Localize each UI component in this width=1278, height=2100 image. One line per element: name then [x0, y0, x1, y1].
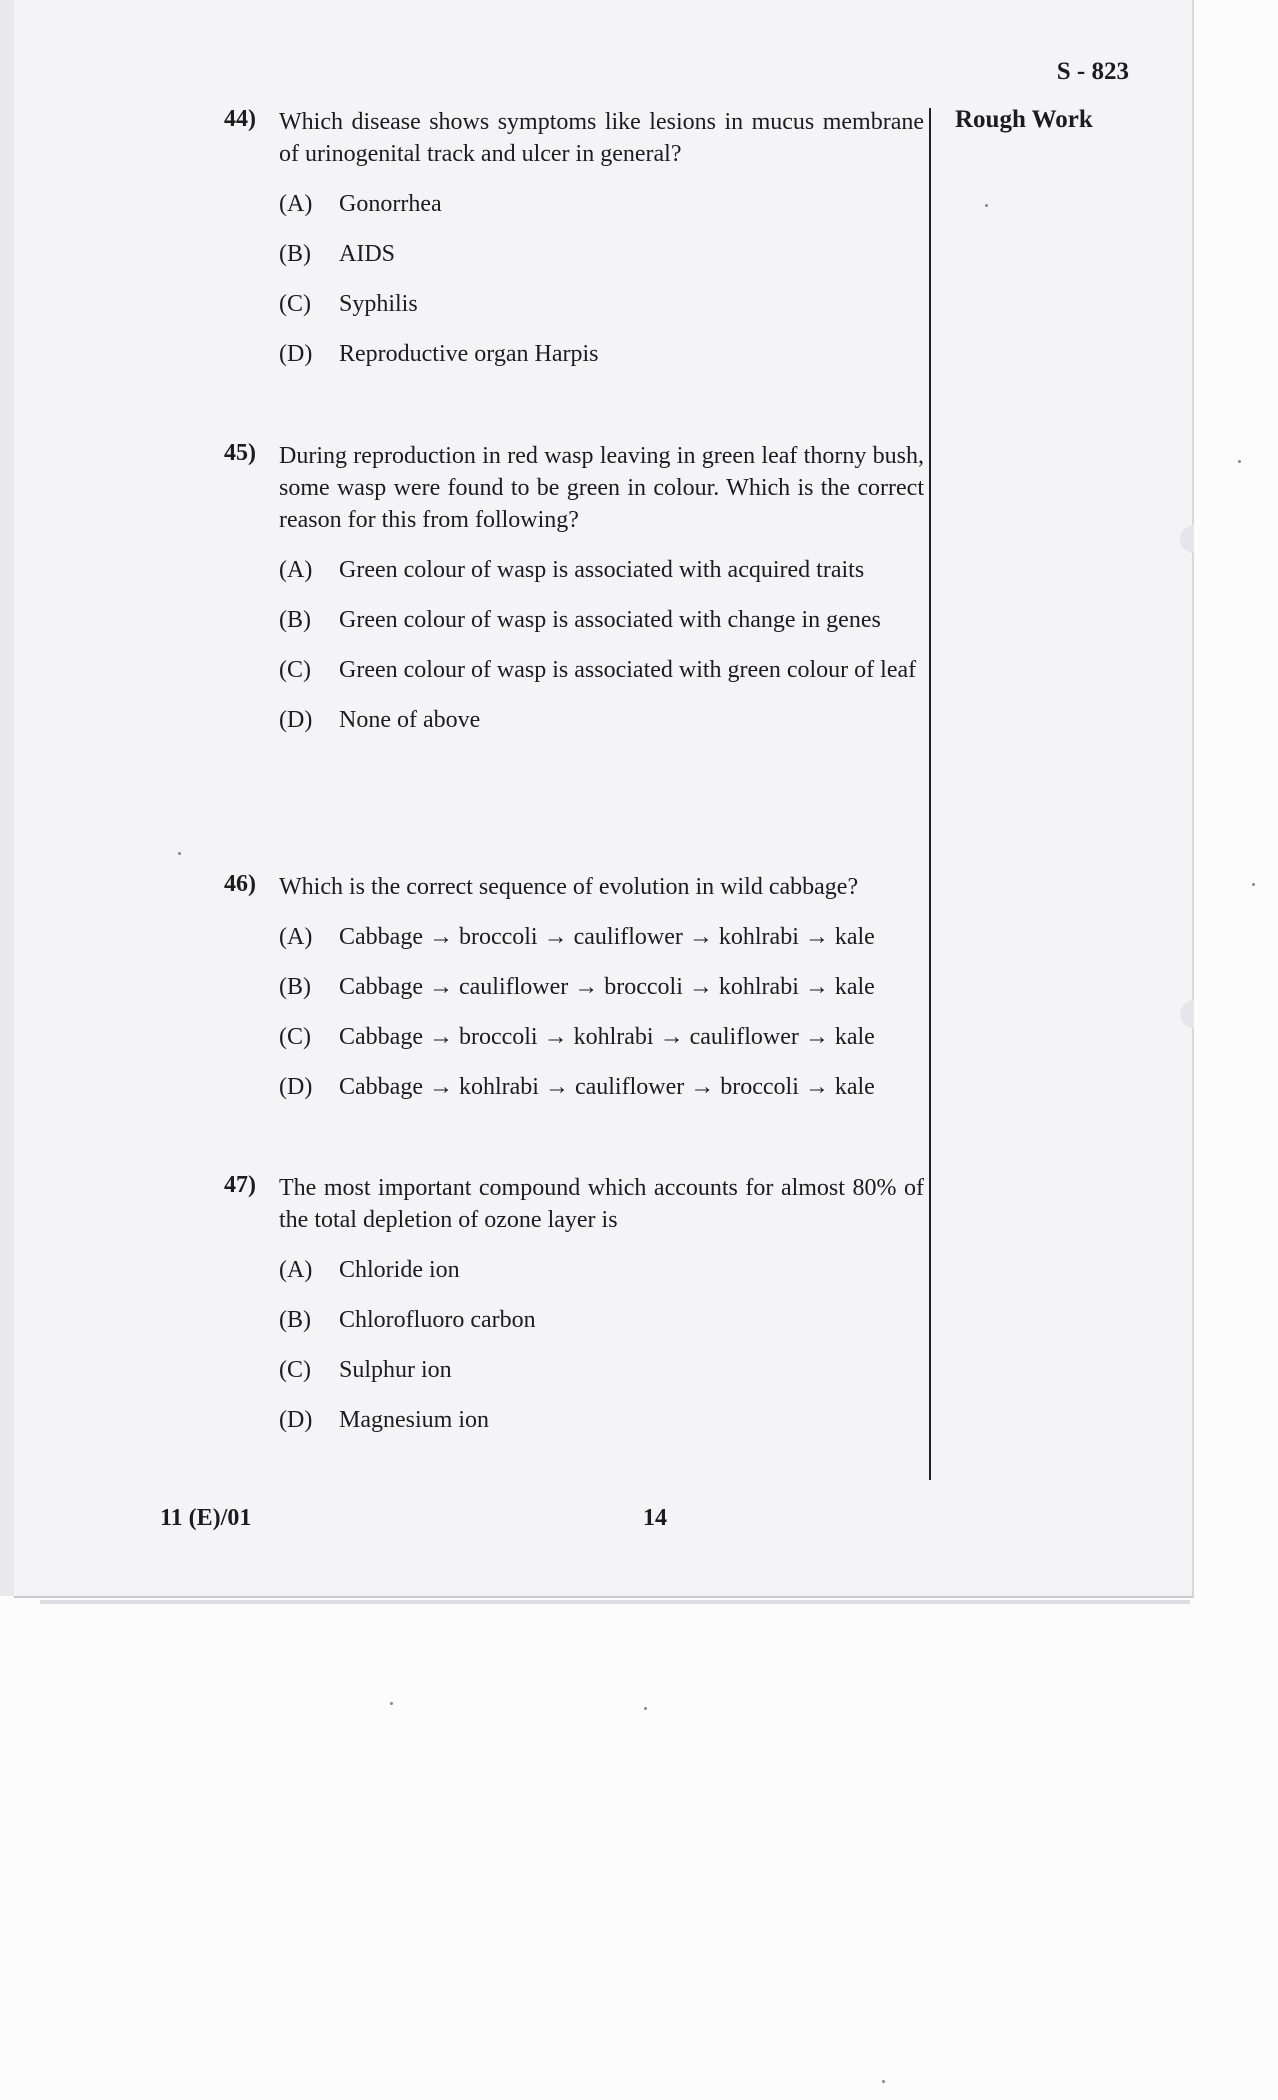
scan-speck: [882, 2080, 885, 2083]
option-c: [279, 1354, 924, 1386]
option-b: [279, 971, 924, 1003]
option-label: (A): [279, 1257, 313, 1283]
question-text: Which is the correct sequence of evolution in wild cabbage?: [279, 874, 859, 900]
question-44: [218, 106, 924, 370]
rough-work-heading: Rough Work: [955, 106, 1093, 133]
option-text: Syphilis: [339, 291, 418, 317]
option-label: (A): [279, 924, 313, 950]
option-text: Magnesium ion: [339, 1407, 489, 1433]
option-a: [279, 188, 924, 220]
rough-work-divider: [929, 108, 931, 1480]
option-a: [279, 554, 924, 586]
option-a: [279, 1254, 924, 1286]
question-46: [218, 871, 924, 1103]
option-label: (D): [279, 1407, 313, 1433]
scan-speck: [178, 852, 181, 855]
question-text: During reproduction in red wasp leaving in green leaf thorny bush, some wasp were found to be green in colour. Which is the correct reason for this from following?: [279, 443, 924, 533]
scan-speck: [390, 1702, 393, 1705]
option-text: Green colour of wasp is associated with change in genes: [339, 607, 881, 633]
question-number: 46): [224, 871, 256, 897]
option-text: Gonorrhea: [339, 191, 442, 217]
option-label: (B): [279, 974, 311, 1000]
option-b: [279, 238, 924, 270]
option-label: (D): [279, 1074, 313, 1100]
option-text: Cabbage → broccoli → cauliflower → kohlrabi → kale: [339, 924, 875, 950]
option-d: [279, 1404, 924, 1436]
option-text: Cabbage → cauliflower → broccoli → kohlrabi → kale: [339, 974, 875, 1000]
option-label: (C): [279, 291, 311, 317]
option-label: (C): [279, 657, 311, 683]
option-text: Green colour of wasp is associated with acquired traits: [339, 557, 865, 583]
option-d: [279, 704, 924, 736]
question-number: 47): [224, 1172, 256, 1198]
option-text: AIDS: [339, 241, 396, 267]
option-d: [279, 338, 924, 370]
question-45: [218, 440, 924, 736]
option-b: [279, 1304, 924, 1336]
option-text: Cabbage → broccoli → kohlrabi → cauliflower → kale: [339, 1024, 875, 1050]
question-number: 44): [224, 106, 256, 132]
option-text: Sulphur ion: [339, 1357, 452, 1383]
option-a: [279, 921, 924, 953]
paper-code-header: S - 823: [1056, 58, 1129, 85]
option-d: [279, 1071, 924, 1103]
option-label: (B): [279, 241, 311, 267]
option-c: [279, 654, 924, 686]
option-label: (C): [279, 1357, 311, 1383]
option-label: (D): [279, 707, 313, 733]
option-label: (C): [279, 1024, 311, 1050]
option-b: [279, 604, 924, 636]
option-text: Cabbage → kohlrabi → cauliflower → broccoli → kale: [339, 1074, 875, 1100]
footer-paper-code: 11 (E)/01: [160, 1505, 252, 1531]
question-text: The most important compound which accounts for almost 80% of the total depletion of ozone layer is: [279, 1175, 924, 1233]
option-text: Green colour of wasp is associated with green colour of leaf: [339, 657, 917, 683]
option-label: (B): [279, 1307, 311, 1333]
option-label: (D): [279, 341, 313, 367]
option-c: [279, 1021, 924, 1053]
option-label: (A): [279, 191, 313, 217]
question-text: Which disease shows symptoms like lesions in mucus membrane of urinogenital track and ulcer in general?: [279, 109, 924, 167]
footer-page-number: 14: [643, 1505, 667, 1531]
option-text: Reproductive organ Harpis: [339, 341, 599, 367]
option-c: [279, 288, 924, 320]
page-shadow: [40, 1600, 1190, 1604]
scan-speck: [985, 204, 988, 207]
option-label: (A): [279, 557, 313, 583]
scan-speck: [1252, 883, 1255, 886]
question-number: 45): [224, 440, 256, 466]
scan-speck: [1238, 460, 1241, 463]
option-label: (B): [279, 607, 311, 633]
option-text: Chloride ion: [339, 1257, 460, 1283]
option-text: Chlorofluoro carbon: [339, 1307, 536, 1333]
option-text: None of above: [339, 707, 481, 733]
scan-left-edge: [0, 0, 14, 1596]
scan-speck: [644, 1707, 647, 1710]
question-47: [218, 1172, 924, 1436]
